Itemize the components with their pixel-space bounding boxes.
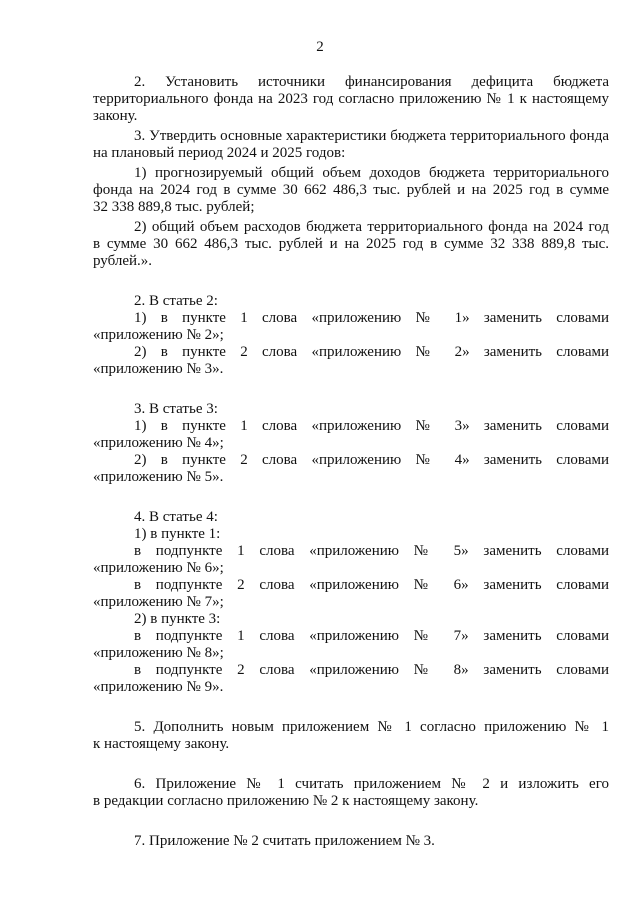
text-line: рублей.». <box>93 253 153 269</box>
paragraph <box>93 74 609 125</box>
text-line: «приложению № 8»; <box>93 645 224 661</box>
paragraph <box>93 662 609 696</box>
text-line: «приложению № 7»; <box>93 594 224 610</box>
text-line: «приложению № 6»; <box>93 560 224 576</box>
text-line: 2. Установить источники финансирования дефицита бюджета <box>134 74 609 90</box>
text-line: на плановый период 2024 и 2025 годов: <box>93 145 346 161</box>
text-line: 32 338 889,8 тыс. рублей; <box>93 199 255 215</box>
text-line: 4. В статье 4: <box>134 509 218 525</box>
paragraph <box>93 577 609 611</box>
paragraph <box>93 452 609 486</box>
text-line: 2. В статье 2: <box>134 293 218 309</box>
text-line: территориального фонда на 2023 год согласно приложению № 1 к настоящему <box>93 91 609 107</box>
document-body <box>93 74 609 850</box>
text-line: «приложению № 9». <box>93 679 224 695</box>
paragraph <box>93 310 609 344</box>
text-line: в подпункте 1 слова «приложению № 7» заменить словами <box>134 628 609 644</box>
paragraph <box>93 509 609 526</box>
text-line: 1) в пункте 1 слова «приложению № 3» заменить словами <box>134 418 609 434</box>
text-line: «приложению № 4»; <box>93 435 224 451</box>
paragraph <box>93 776 609 810</box>
paragraph <box>93 344 609 378</box>
text-line: «приложению № 5». <box>93 469 224 485</box>
text-line: в редакции согласно приложению № 2 к настоящему закону. <box>93 793 479 809</box>
paragraph <box>93 833 609 850</box>
text-line: 6. Приложение № 1 считать приложением № 2 и изложить его <box>134 776 609 792</box>
text-line: 5. Дополнить новым приложением № 1 согласно приложению № 1 <box>134 719 609 735</box>
text-line: закону. <box>93 108 138 124</box>
paragraph <box>93 719 609 753</box>
text-line: в сумме 30 662 486,3 тыс. рублей и на 2025 год в сумме 32 338 889,8 тыс. <box>93 236 609 252</box>
paragraph <box>93 543 609 577</box>
paragraph <box>93 418 609 452</box>
paragraph <box>93 293 609 310</box>
text-line: 3. В статье 3: <box>134 401 218 417</box>
text-line: 2) в пункте 2 слова «приложению № 2» заменить словами <box>134 344 609 360</box>
text-line: 2) общий объем расходов бюджета территориального фонда на 2024 год <box>134 219 609 235</box>
paragraph <box>93 526 609 543</box>
text-line: «приложению № 3». <box>93 361 224 377</box>
text-line: в подпункте 1 слова «приложению № 5» заменить словами <box>134 543 609 559</box>
text-line: в подпункте 2 слова «приложению № 8» заменить словами <box>134 662 609 678</box>
text-line: «приложению № 2»; <box>93 327 224 343</box>
paragraph <box>93 628 609 662</box>
page-number: 2 <box>316 39 324 55</box>
paragraph <box>93 611 609 628</box>
text-line: 1) прогнозируемый общий объем доходов бюджета территориального <box>134 165 609 181</box>
paragraph <box>93 401 609 418</box>
text-line: 7. Приложение № 2 считать приложением № 3. <box>134 833 435 849</box>
text-line: 2) в пункте 3: <box>134 611 221 627</box>
text-line: 2) в пункте 2 слова «приложению № 4» заменить словами <box>134 452 609 468</box>
text-line: фонда на 2024 год в сумме 30 662 486,3 тыс. рублей и на 2025 год в сумме <box>93 182 609 198</box>
paragraph <box>93 128 609 162</box>
paragraph <box>93 165 609 216</box>
text-line: 3. Утвердить основные характеристики бюджета территориального фонда <box>134 128 609 144</box>
text-line: 1) в пункте 1: <box>134 526 221 542</box>
text-line: 1) в пункте 1 слова «приложению № 1» заменить словами <box>134 310 609 326</box>
text-line: в подпункте 2 слова «приложению № 6» заменить словами <box>134 577 609 593</box>
text-line: к настоящему закону. <box>93 736 230 752</box>
paragraph <box>93 219 609 270</box>
